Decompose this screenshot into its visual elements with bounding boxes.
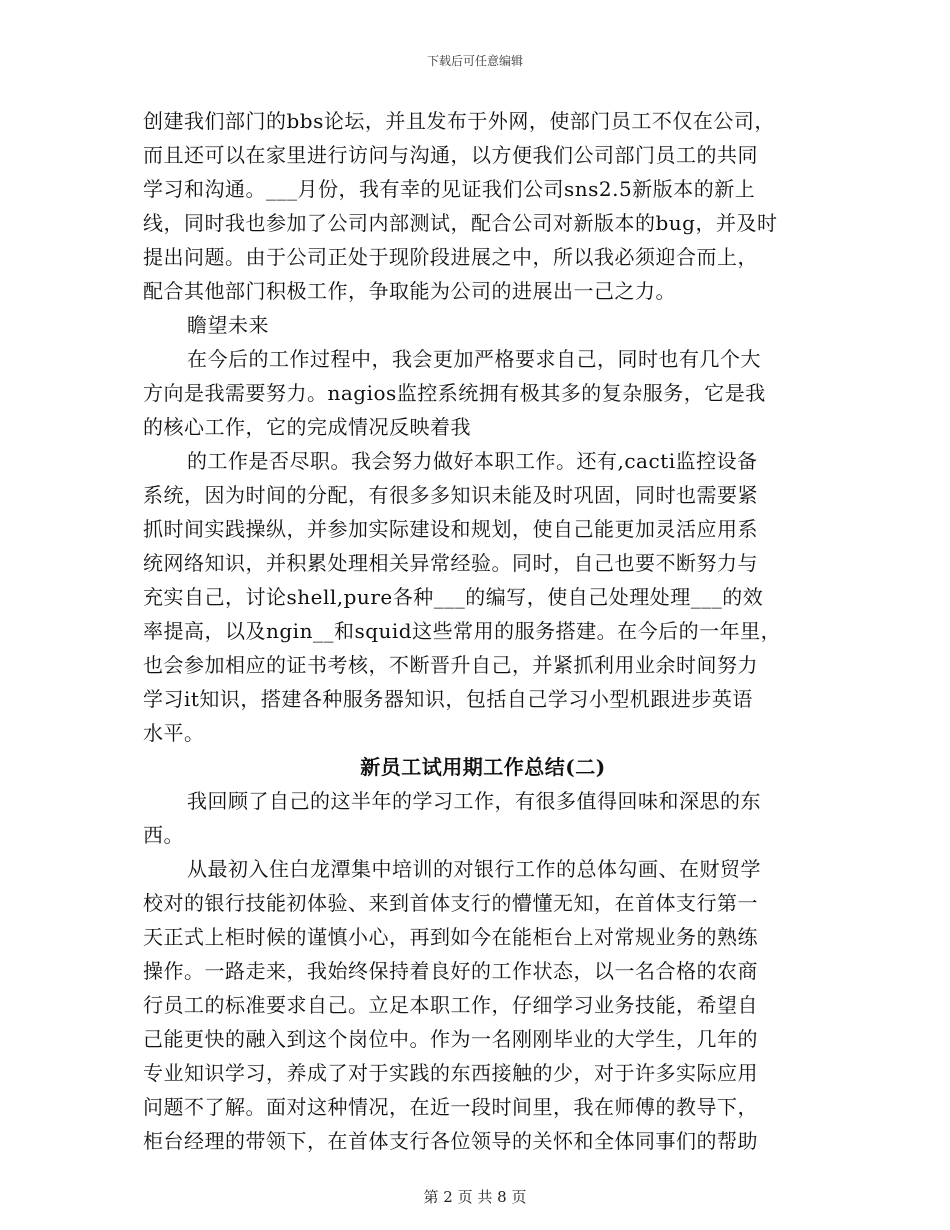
text-line: 在今后的工作过程中，我会更加严格要求自己，同时也有几个大 (187, 347, 761, 371)
text-line: 天正式上柜时候的谨慎小心，再到如今在能柜台上对常规业务的熟练 (143, 925, 758, 949)
document-body (143, 104, 823, 1158)
text-line: 也会参加相应的证书考核，不断晋升自己，并紧抓利用业余时间努力 (143, 653, 758, 677)
text-line: 充实自己，讨论shell,pure各种___的编写，使自己处理处理___的效 (143, 585, 764, 609)
text-line: 从最初入住白龙潭集中培训的对银行工作的总体勾画、在财贸学 (187, 857, 761, 881)
text-line: 系统，因为时间的分配，有很多多知识未能及时巩固，同时也需要紧 (143, 483, 758, 507)
text-line: 西。 (143, 823, 184, 847)
text-line: 线，同时我也参加了公司内部测试，配合公司对新版本的bug，并及时 (143, 211, 778, 235)
text-line: 学习和沟通。___月份，我有幸的见证我们公司sns2.5新版本的新上 (143, 177, 756, 201)
text-line: 统网络知识，并积累处理相关异常经验。同时，自己也要不断努力与 (143, 551, 758, 575)
text-line: 的工作是否尽职。我会努力做好本职工作。还有,cacti监控设备 (187, 449, 758, 473)
text-line: 柜台经理的带领下，在首体支行各位领导的关怀和全体同事们的帮助 (143, 1129, 758, 1153)
text-line: 操作。一路走来，我始终保持着良好的工作状态，以一名合格的农商 (143, 959, 758, 983)
text-line: 抓时间实践操纵，并参加实际建设和规划，使自己能更加灵活应用系 (143, 517, 758, 541)
text-line: 创建我们部门的bbs论坛，并且发布于外网，使部门员工不仅在公司， (143, 109, 775, 133)
text-line: 我回顾了自己的这半年的学习工作，有很多值得回味和深思的东 (187, 789, 761, 813)
text-line: 方向是我需要努力。nagios监控系统拥有极其多的复杂服务，它是我 (143, 381, 766, 405)
text-line: 专业知识学习，养成了对于实践的东西接触的少，对于许多实际应用 (143, 1061, 758, 1085)
section-title: 新员工试用期工作总结(二) (360, 755, 606, 779)
text-line: 问题不了解。面对这种情况，在近一段时间里，我在师傅的教导下， (143, 1095, 758, 1119)
text-line: 的核心工作，它的完成情况反映着我 (143, 415, 471, 439)
text-line: 配合其他部门积极工作，争取能为公司的进展出一己之力。 (143, 279, 676, 303)
text-line: 率提高，以及ngin__和squid这些常用的服务搭建。在今后的一年里， (143, 619, 782, 643)
page-footer: 第 2 页 共 8 页 (423, 1188, 527, 1206)
text-line: 校对的银行技能初体验、来到首体支行的懵懂无知，在首体支行第一 (143, 891, 758, 915)
text-line: 提出问题。由于公司正处于现阶段进展之中，所以我必须迎合而上， (143, 245, 758, 269)
text-line: 水平。 (143, 721, 205, 745)
page-header: 下载后可任意编辑 (426, 54, 523, 68)
text-line: 而且还可以在家里进行访问与沟通，以方便我们公司部门员工的共同 (143, 143, 758, 167)
text-line: 行员工的标准要求自己。立足本职工作，仔细学习业务技能，希望自 (143, 993, 758, 1017)
section-heading-outlook: 瞻望未来 (187, 313, 269, 337)
text-line: 己能更快的融入到这个岗位中。作为一名刚刚毕业的大学生，几年的 (143, 1027, 758, 1051)
text-line: 学习it知识，搭建各种服务器知识，包括自己学习小型机跟进步英语 (143, 687, 753, 711)
